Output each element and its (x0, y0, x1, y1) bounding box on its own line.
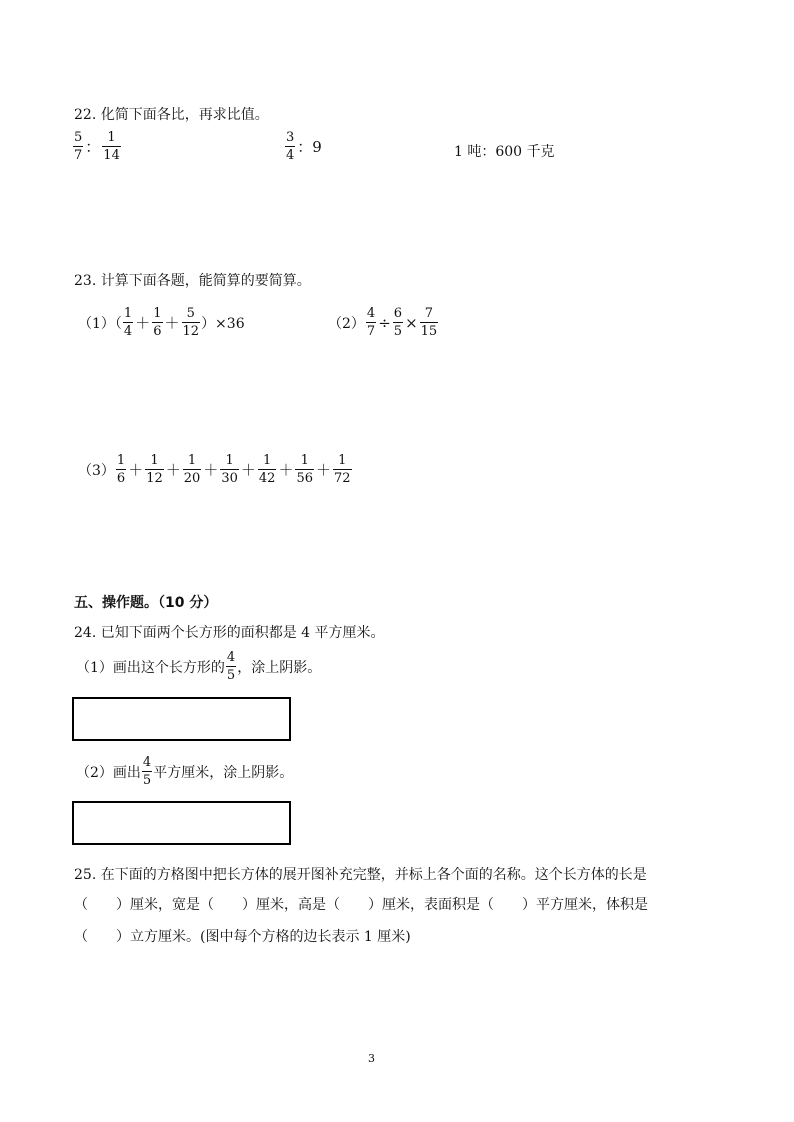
fraction: $\frac{1}{4}$ (123, 306, 133, 339)
q22-expr-3: 1 吨：600 千克 (454, 144, 555, 160)
q23-part-2: （2） $\frac{4}{7}$ ÷ $\frac{6}{5}$ × $\frac{7}{15}$ (328, 306, 438, 339)
q23-title: 23. 计算下面各题，能简算的要简算。 (74, 273, 311, 289)
fraction: $\frac{1}{6}$ (153, 306, 162, 339)
q23-part-1: （1）（ $\frac{1}{4}$ ＋ $\frac{1}{6}$ ＋ $\frac{5}{12}$ ）×36 (78, 306, 245, 339)
fraction: $\frac{5}{7}$ (74, 130, 83, 163)
q22-expr-2: $\frac{3}{4}$ ：9 (286, 130, 322, 163)
fraction: $\frac{1}{20}$ (183, 453, 201, 486)
fraction: $\frac{3}{4}$ (286, 130, 295, 163)
q25-line-2: （ ）厘米，宽是（ ）厘米，高是（ ）厘米，表面积是（ ）平方厘米，体积是 (74, 897, 648, 913)
fraction: $\frac{5}{12}$ (182, 306, 200, 339)
q24-part-1: （1）画出这个长方形的 $\frac{4}{5}$ ，涂上阴影。 (76, 650, 322, 683)
fraction: $\frac{1}{42}$ (258, 453, 276, 486)
q24-title: 24. 已知下面两个长方形的面积都是 4 平方厘米。 (74, 625, 385, 641)
fraction: $\frac{4}{5}$ (226, 650, 236, 683)
q22-expr-1: $\frac{5}{7}$ ： $\frac{1}{14}$ (74, 130, 120, 163)
page-number: 3 (368, 1052, 375, 1065)
rectangle-2[interactable] (72, 801, 291, 845)
fraction: $\frac{1}{56}$ (296, 453, 314, 486)
fraction: $\frac{1}{14}$ (103, 130, 120, 163)
fraction: $\frac{1}{72}$ (334, 453, 351, 486)
fraction: $\frac{1}{12}$ (146, 453, 163, 486)
q22-title: 22. 化简下面各比，再求比值。 (74, 107, 269, 123)
fraction: $\frac{1}{6}$ (116, 453, 126, 486)
fraction: $\frac{4}{5}$ (142, 755, 152, 788)
q25-line-3: （ ）立方厘米。(图中每个方格的边长表示 1 厘米) (74, 929, 411, 945)
q25-line-1: 25. 在下面的方格图中把长方体的展开图补充完整，并标上各个面的名称。这个长方体的长是 (74, 867, 647, 883)
fraction: $\frac{6}{5}$ (393, 306, 403, 339)
q24-part-2: （2）画出 $\frac{4}{5}$ 平方厘米，涂上阴影。 (76, 755, 294, 788)
q23-part-3: （3） $\frac{1}{6}$ ＋ $\frac{1}{12}$ ＋ $\frac{1}{20}$ ＋ $\frac{1}{30}$ ＋ $\frac{1}{42}$ ＋ $\frac{1}{56}$ ＋ $\frac{1}{72}$ (78, 453, 351, 486)
rectangle-1[interactable] (72, 697, 291, 741)
fraction: $\frac{1}{30}$ (221, 453, 238, 486)
section-5-heading: 五、操作题。（10 分） (74, 595, 218, 611)
fraction: $\frac{4}{7}$ (366, 306, 376, 339)
fraction: $\frac{7}{15}$ (420, 306, 438, 339)
